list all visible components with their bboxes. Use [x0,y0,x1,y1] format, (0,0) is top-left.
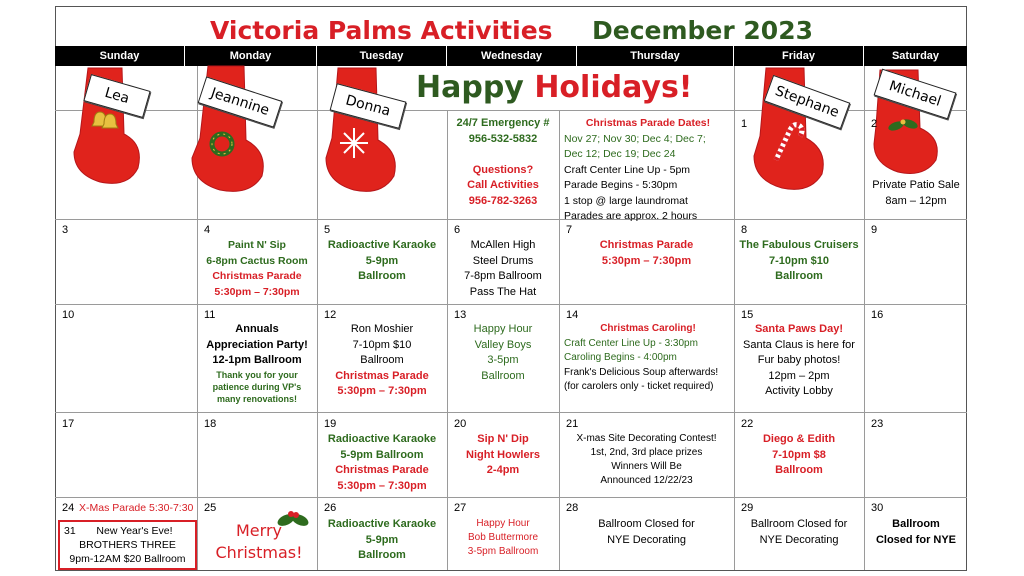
cell-mon-week3: Annuals Appreciation Party! 12-1pm Ballroom Thank you for your patience during VP's many renovations! [206,323,308,404]
tag-jeannine: Jeannine [198,76,283,127]
grid-line [55,497,967,498]
cell-thu-week5: Ballroom Closed for NYE Decorating [598,518,695,546]
cell-thu-week1: Christmas Parade Dates! Nov 27; Nov 30; Dec 4; Dec 7; Dec 12; Dec 19; Dec 24 Craft Center Line Up - 5pm Parade Begins - 5:30pm 1 stop @ large laundromat Parades are approx. 2 hours [564,117,711,222]
cell-tue-week2: Radioactive Karaoke 5-9pm Ballroom [327,239,437,282]
header-thursday: Thursday [577,46,734,66]
new-years-eve-box: 31 New Year's Eve! BROTHERS THREE 9pm-12AM $20 Ballroom [58,520,197,570]
day-number: 27 [454,502,467,514]
day-number: 26 [324,502,337,514]
cell-wed-week4: Sip N' Dip Night Howlers 2-4pm [466,433,540,476]
grid-line [559,110,560,570]
day-number: 9 [871,224,878,236]
day-number: 7 [566,224,573,236]
day-number: 3 [62,224,69,236]
cell-mon-week2: Paint N' Sip 6-8pm Cactus Room Christmas Parade 5:30pm – 7:30pm [206,239,308,298]
cell-sat-week1: Private Patio Sale 8am – 12pm [872,179,960,207]
day-number: 22 [741,418,754,430]
cell-wed-week3: Happy Hour Valley Boys 3-5pm Ballroom [473,323,533,382]
grid-line [734,66,735,570]
day-number: 8 [741,224,748,236]
grid-line [55,219,967,220]
cell-fri-week2: The Fabulous Cruisers 7-10pm $10 Ballroom [739,239,859,282]
day-number: 10 [62,309,75,321]
day-number: 21 [566,418,579,430]
day-number: 11 [204,309,216,321]
day-number: 5 [324,224,331,236]
day-number: 31 [64,525,76,537]
cell-fri-week5: Ballroom Closed for NYE Decorating [750,518,848,546]
cell-fri-week3: Santa Paws Day! Santa Claus is here for Fur baby photos! 12pm – 2pm Activity Lobby [743,323,855,397]
merry-christmas: Merry Christmas! [215,521,303,562]
cell-thu-week4: X-mas Site Decorating Contest! 1st, 2nd, 3rd place prizes Winners Will Be Announced 12/22/23 [576,433,717,486]
cell-tue-week4: Radioactive Karaoke 5-9pm Ballroom Christmas Parade 5:30pm – 7:30pm [327,433,437,492]
grid-line [55,304,967,305]
cell-tue-week5: Radioactive Karaoke 5-9pm Ballroom [327,518,437,561]
header-sunday: Sunday [55,46,185,66]
day-number: 16 [871,309,884,321]
day-number: 29 [741,502,754,514]
header-wednesday: Wednesday [447,46,577,66]
day-number: 15 [741,309,754,321]
happy-holidays-banner [416,70,693,105]
day-number: 24 [62,502,75,514]
calendar-month: December 2023 [592,16,813,45]
banner-word-holidays: Holidays! [534,70,693,105]
day-number: 4 [204,224,211,236]
header-monday: Monday [185,46,317,66]
banner-word-happy: Happy [416,70,524,105]
day-number: 14 [566,309,579,321]
day-number: 17 [62,418,75,430]
tag-donna: Donna [330,83,407,129]
tag-lea: Lea [83,74,150,118]
cell-thu-week3: Christmas Caroling! Craft Center Line Up - 3:30pm Caroling Begins - 4:00pm Frank's Delicious Soup afterwards! (for carolers only - ticket required) [564,323,719,392]
grid-line [864,66,865,570]
day-number: 6 [454,224,461,236]
grid-line [55,412,967,413]
cell-thu-week2: Christmas Parade 5:30pm – 7:30pm [599,239,694,267]
cell-wed-week1: 24/7 Emergency # 956-532-5832 Questions? Call Activities 956-782-3263 [456,117,550,207]
stocking-donna [318,64,408,196]
day-number: 25 [204,502,217,514]
calendar-title: Victoria Palms Activities [210,16,553,45]
day-number: 2 [871,118,878,130]
day-number: 28 [566,502,579,514]
tag-michael: Michael [874,69,957,120]
tag-stephane: Stephane [764,75,851,129]
day-number: 1 [741,118,748,130]
xmas-parade-note: X-Mas Parade 5:30-7:30 [79,502,194,514]
header-saturday: Saturday [864,46,967,66]
day-number: 19 [324,418,337,430]
day-number: 20 [454,418,467,430]
day-number: 18 [204,418,217,430]
day-number: 30 [871,502,884,514]
cell-wed-week2: McAllen High Steel Drums 7-8pm Ballroom Pass The Hat [464,239,542,298]
cell-wed-week5: Happy Hour Bob Buttermore 3-5pm Ballroom [467,518,539,557]
header-tuesday: Tuesday [317,46,447,66]
day-number: 12 [324,309,337,321]
cell-tue-week3: Ron Moshier 7-10pm $10 Ballroom Christmas Parade 5:30pm – 7:30pm [335,323,429,397]
day-number: 23 [871,418,884,430]
cell-fri-week4: Diego & Edith 7-10pm $8 Ballroom [762,433,836,476]
header-friday: Friday [734,46,864,66]
day-number: 13 [454,309,467,321]
cell-sat-week5: Ballroom Closed for NYE [875,518,957,546]
